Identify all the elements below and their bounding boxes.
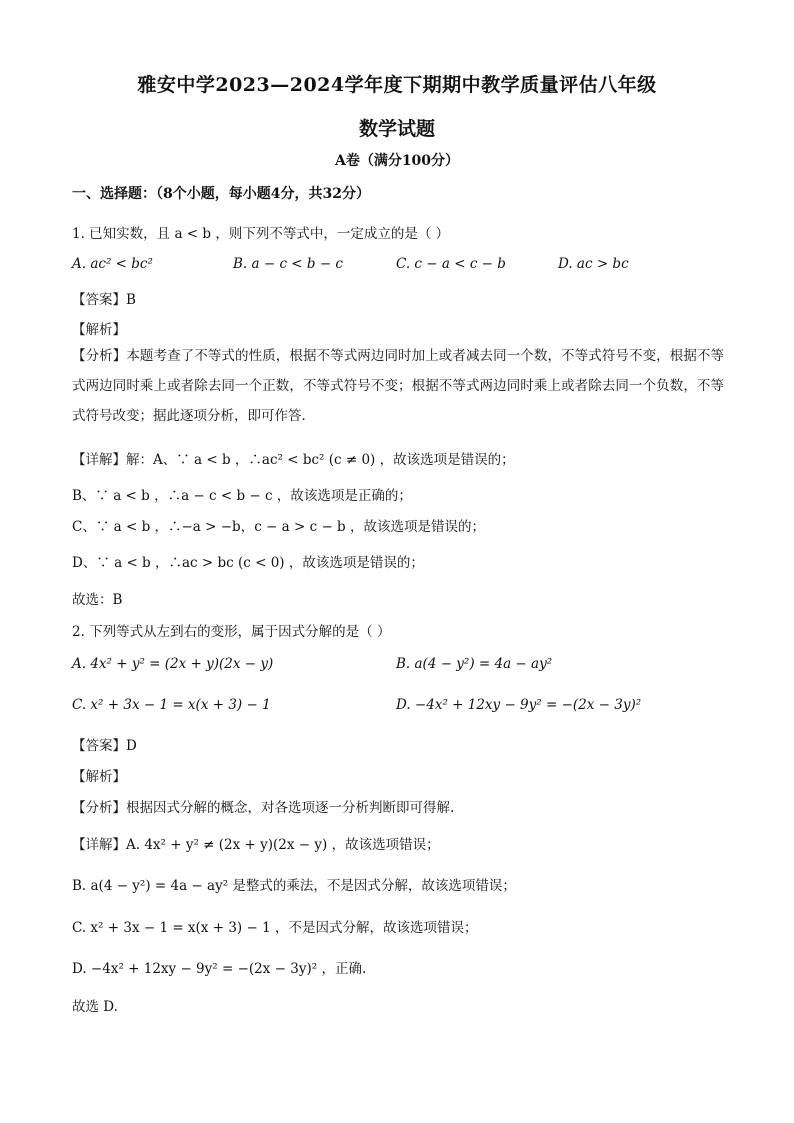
q1-conclusion: 故选：B	[72, 592, 123, 608]
q1-answer: 【答案】B	[72, 292, 136, 308]
q2-option-d: D. −4x² + 12xy − 9y² = −(2x − 3y)²	[396, 697, 642, 713]
q2-analysis-label: 【解析】	[72, 769, 126, 785]
q1-option-d: D. ac > bc	[558, 256, 629, 272]
q2-detail-a: 【详解】A. 4x² + y² ≠ (2x + y)(2x − y) ，故该选项错误；	[72, 837, 440, 853]
q2-answer: 【答案】D	[72, 738, 137, 754]
exam-title: 雅安中学2023—2024学年度下期期中教学质量评估八年级	[137, 74, 657, 96]
q1-detail-b: B、∵ a < b ，∴a − c < b − c ，故该选项是正确的；	[72, 488, 412, 504]
exam-subtitle: 数学试题	[358, 118, 435, 140]
q1-analysis-label: 【解析】	[72, 322, 126, 338]
q2-conclusion: 故选 D.	[72, 999, 118, 1015]
q1-stem: 1. 已知实数，且 a < b ，则下列不等式中，一定成立的是（ ）	[72, 226, 450, 242]
q2-option-b: B. a(4 − y²) = 4a − ay²	[396, 656, 553, 672]
q2-analysis: 【分析】根据因式分解的概念，对各选项逐一分析判断即可得解.	[72, 800, 455, 816]
q1-detail-c: C、∵ a < b ，∴−a > −b，c − a > c − b ，故该选项是错误的；	[72, 519, 485, 535]
section-a-label: A卷（满分100分）	[334, 153, 460, 169]
q1-detail-a: 【详解】解：A、∵ a < b ，∴ac² < bc² (c ≠ 0) ，故该选项是错误的；	[72, 452, 515, 468]
q2-detail-b: B. a(4 − y²) = 4a − ay² 是整式的乘法，不是因式分解，故该选项错误；	[72, 878, 516, 894]
q1-option-b: B. a − c < b − c	[233, 256, 343, 272]
q1-analysis: 【分析】本题考查了不等式的性质，根据不等式两边同时加上或者减去同一个数，不等式符号不变，根据不等式两边同时乘上或者除去同一个正数，不等式符号不变；根据不等式两边同时乘上或者除去同一个负数，不等式符号改变；据此逐项分析，即可作答．	[72, 348, 724, 424]
q2-option-a: A. 4x² + y² = (2x + y)(2x − y)	[72, 656, 274, 672]
q1-option-a: A. ac² < bc²	[72, 256, 153, 272]
q2-stem: 2. 下列等式从左到右的变形，属于因式分解的是（ ）	[72, 624, 391, 640]
q2-detail-d: D. −4x² + 12xy − 9y² = −(2x − 3y)² ，正确.	[72, 961, 367, 977]
q1-option-c: C. c − a < c − b	[396, 256, 506, 272]
q2-option-c: C. x² + 3x − 1 = x(x + 3) − 1	[72, 697, 271, 713]
q1-detail-d: D、∵ a < b ，∴ac > bc (c < 0) ，故该选项是错误的；	[72, 555, 424, 571]
part1-heading: 一、选择题：（8个小题，每小题4分，共32分）	[72, 186, 370, 202]
q2-detail-c: C. x² + 3x − 1 = x(x + 3) − 1 ，不是因式分解，故该选项错误；	[72, 920, 478, 936]
